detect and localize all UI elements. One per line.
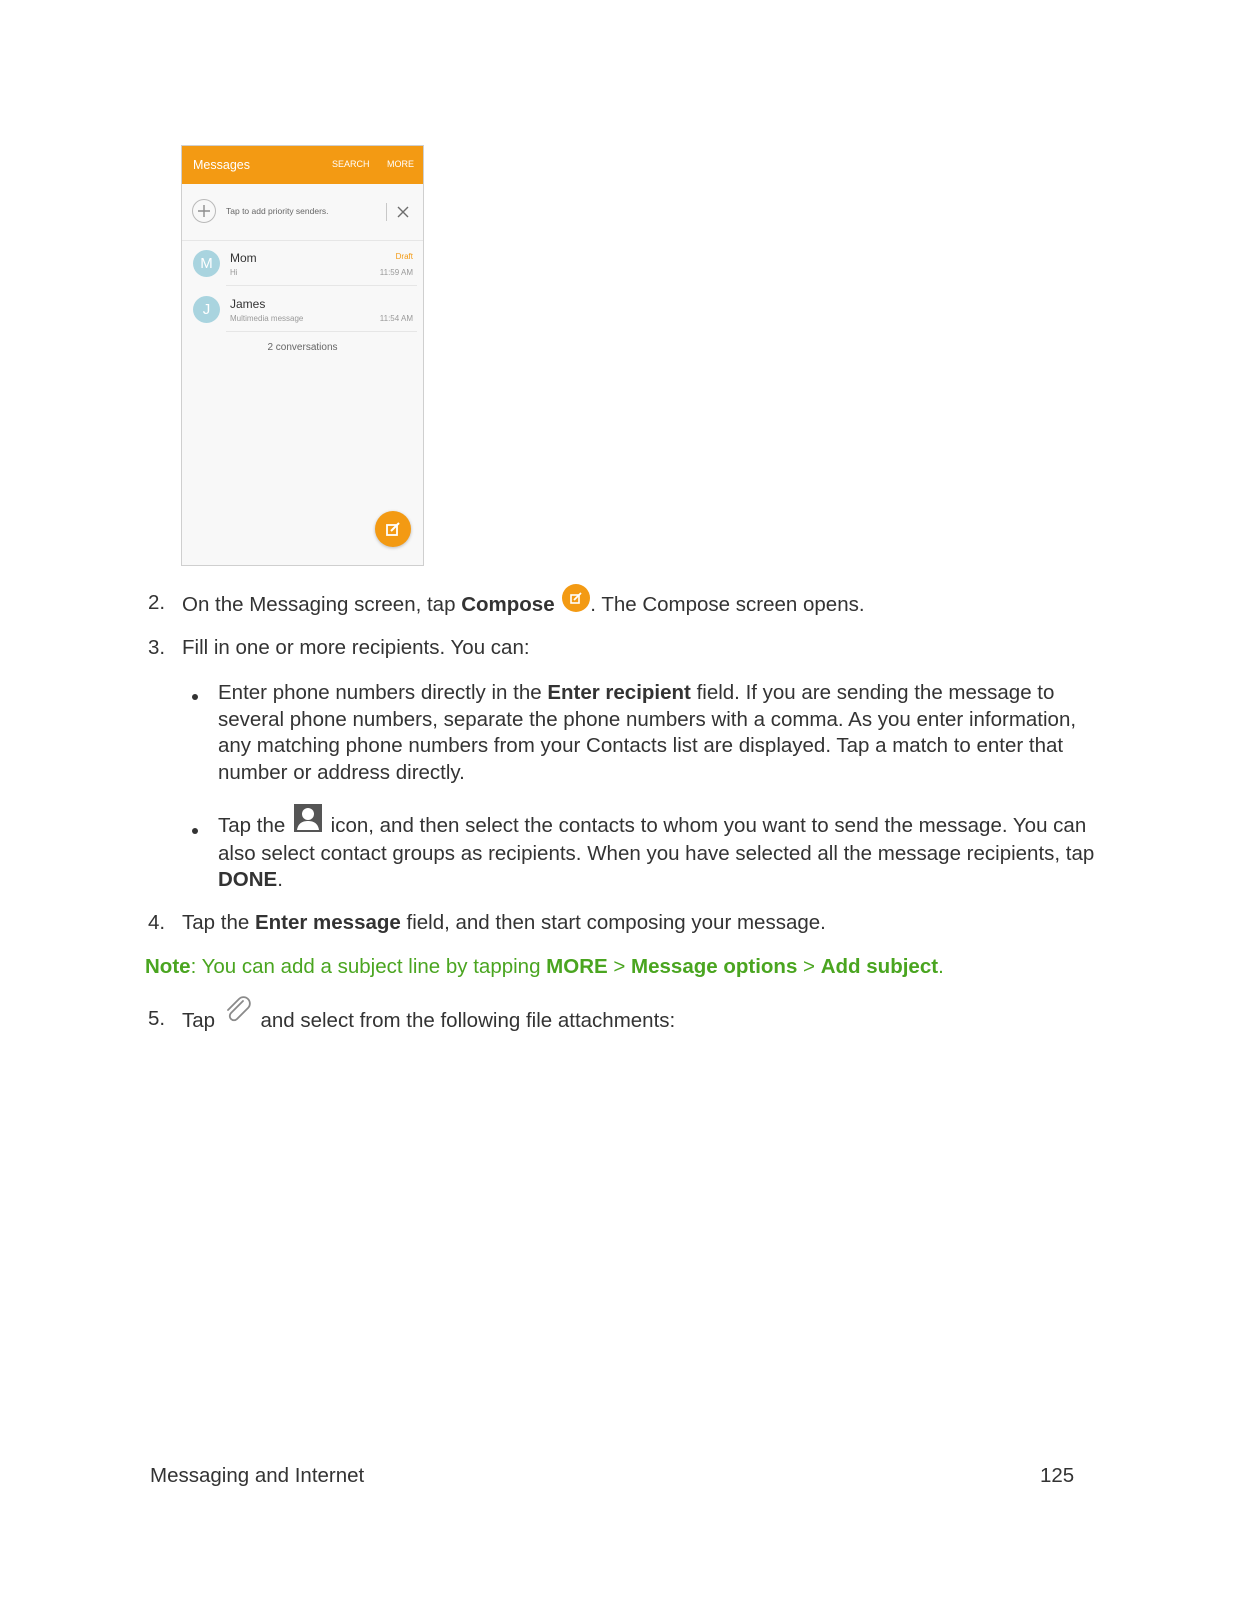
more-button[interactable]: MORE: [387, 159, 414, 169]
compose-icon: [562, 584, 590, 620]
done-label: DONE: [218, 868, 278, 891]
compose-label: Compose: [461, 593, 555, 617]
bullet: [192, 828, 198, 834]
divider: [226, 331, 417, 332]
divider: [386, 203, 387, 221]
plus-icon[interactable]: [192, 199, 216, 223]
bullet: [192, 694, 198, 700]
add-subject-label: Add subject: [820, 955, 939, 978]
text: and select from the following file attachments:: [254, 1009, 676, 1032]
message-preview: Hi: [230, 268, 238, 277]
search-button[interactable]: SEARCH: [332, 159, 370, 169]
conversation-item[interactable]: [182, 240, 423, 286]
priority-hint: Tap to add priority senders.: [226, 206, 329, 216]
note-label: Note: [145, 955, 191, 978]
contact-name: James: [230, 297, 266, 311]
text: .: [938, 955, 944, 978]
step-number: 4.: [148, 911, 166, 934]
separator: >: [607, 955, 632, 978]
bullet-1-text: [218, 680, 1098, 786]
app-title: Messages: [193, 158, 250, 172]
bullet-2-text: [218, 813, 1098, 894]
step-number: 2.: [148, 591, 166, 614]
step-text: . The Compose screen opens.: [590, 593, 865, 617]
avatar: M: [193, 250, 220, 277]
compose-icon: [385, 521, 401, 537]
conversation-count: 2 conversations: [267, 342, 338, 353]
enter-message-label: Enter message: [254, 911, 401, 934]
priority-senders-bar[interactable]: [182, 184, 423, 241]
step-3-text: Fill in one or more recipients. You can:: [182, 636, 530, 659]
step-number: 5.: [148, 1007, 166, 1030]
timestamp: 11:54 AM: [379, 314, 413, 323]
page-number: 125: [1040, 1464, 1075, 1487]
footer-section: Messaging and Internet: [150, 1464, 365, 1487]
note: [145, 954, 944, 981]
avatar: J: [193, 296, 220, 323]
step-2-text: [182, 592, 865, 620]
message-preview: Multimedia message: [230, 314, 304, 323]
text: : You can add a subject line by tapping: [190, 955, 547, 978]
paperclip-icon: [223, 996, 253, 1034]
draft-badge: Draft: [395, 252, 413, 261]
enter-recipient-label: Enter recipient: [547, 681, 691, 704]
step-text: On the Messaging screen, tap: [182, 593, 462, 617]
step-number: 3.: [148, 636, 166, 659]
text: field. If you are sending the message to several phone numbers, separate the phone numbers with a comma. As you enter information, any matching phone numbers from your Contacts list are displayed. Tap a match to enter that number or address directly.: [218, 681, 1077, 784]
message-options-label: Message options: [631, 955, 798, 978]
text: Enter phone numbers directly in the: [218, 681, 548, 704]
step-5-text: [182, 1008, 675, 1035]
text: .: [277, 868, 283, 891]
step-4-text: [182, 910, 826, 937]
text: Tap: [182, 1009, 221, 1032]
app-bar: [182, 146, 423, 184]
contact-icon: [293, 803, 323, 841]
close-icon[interactable]: [396, 205, 410, 224]
compose-button[interactable]: [375, 511, 411, 547]
text: Tap the: [182, 911, 255, 934]
more-label: MORE: [546, 955, 608, 978]
messages-screenshot: [181, 145, 424, 566]
conversation-item[interactable]: [182, 286, 423, 332]
separator: >: [797, 955, 821, 978]
text: icon, and then select the contacts to whom you want to send the message. You can also select contact groups as recipients. When you have selected all the message recipients, tap: [218, 814, 1095, 865]
contact-name: Mom: [230, 251, 257, 265]
text: field, and then start composing your message.: [400, 911, 826, 934]
text: Tap the: [218, 814, 291, 838]
timestamp: 11:59 AM: [379, 268, 413, 277]
